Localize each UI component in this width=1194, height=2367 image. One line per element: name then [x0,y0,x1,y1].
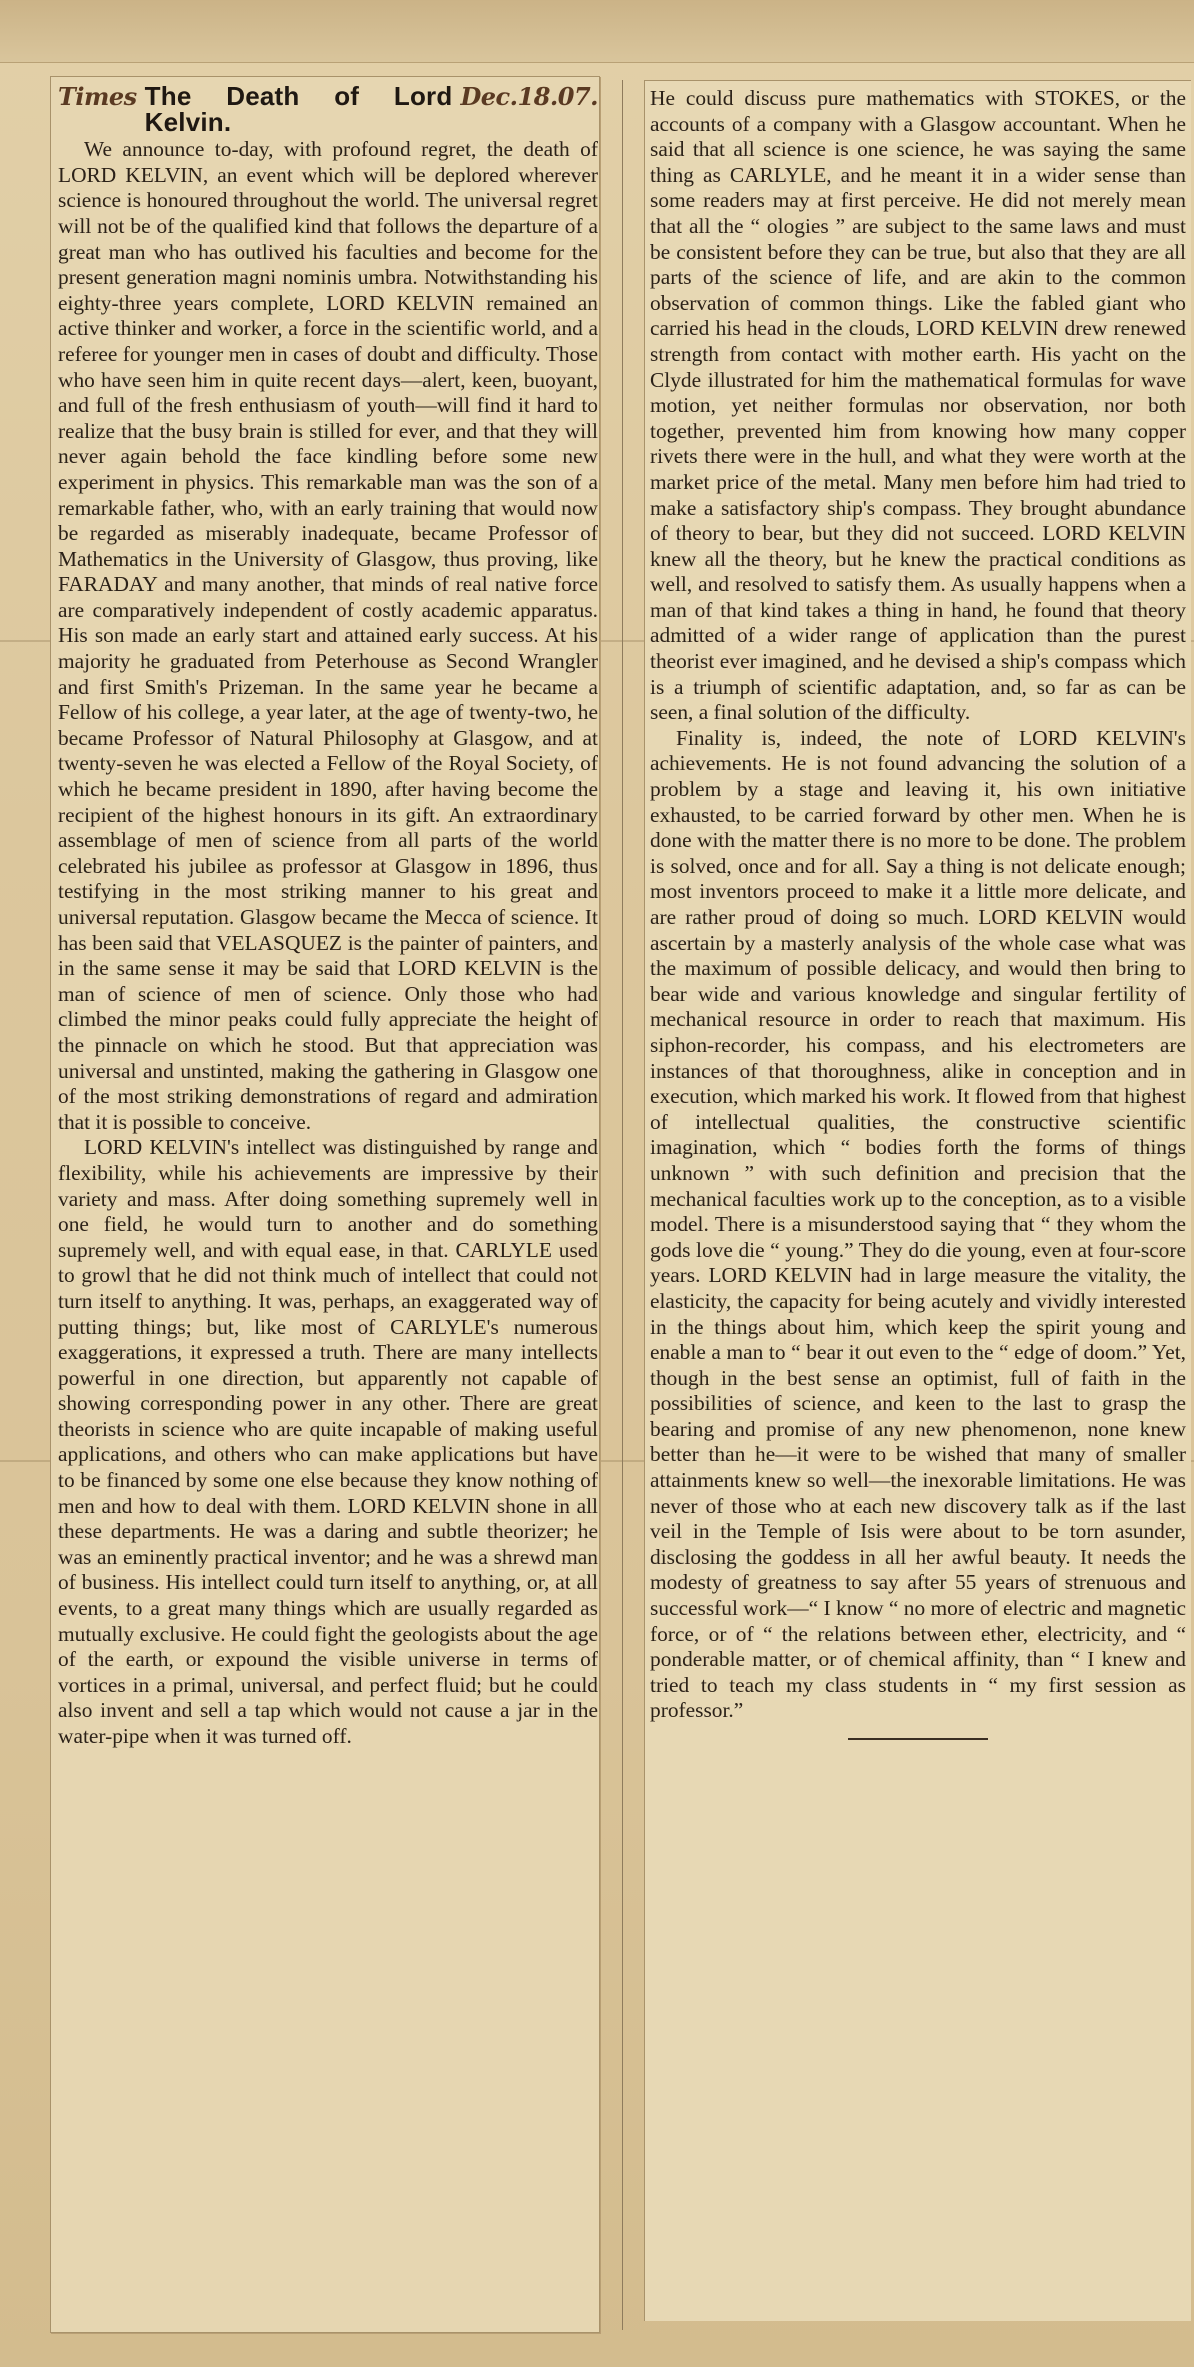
article-end-rule [848,1738,988,1740]
article-header [58,81,598,137]
paper-top-edge [0,0,1194,63]
handwritten-source: Times [58,82,137,111]
article-paragraph: LORD KELVIN's intellect was distinguished by range and flexibility, while his achievements are impressive by their variety and mass. After doing something supremely well in one field, he would turn to another and do something supremely well, and with equal ease, in that. CARLYLE used to growl that he did not think much of intellect that could not turn itself to anything. It was, perhaps, an exaggerated way of putting things; but, like most of CARLYLE's numerous exaggerations, it expressed a truth. There are many intellects powerful in one direction, but apparently not capable of showing corresponding power in any other. There are great theorists in science who are quite incapable of making useful applications, and others who can make applications but have to be financed by some one else because they know nothing of men and how to deal with them. LORD KELVIN shone in all these departments. He was a daring and subtle theorizer; he was an eminently practical inventor; and he was a shrewd man of business. His intellect could turn itself to anything, or, at all events, to a great many things which are usually regarded as mutually exclusive. He could fight the geologists about the age of the earth, or expound the visible universe in terms of vortices in a primal, universal, and perfect fluid; but he could also invent and sell a tap which would not cause a jar in the water-pipe when it was turned off. [58,1135,598,1748]
article-left-column [58,81,598,1750]
handwritten-date: Dec.18.07. [460,82,598,111]
article-paragraph: We announce to-day, with profound regret, the death of LORD KELVIN, an event which will be deplored wherever science is honoured throughout the world. The universal regret will not be of the qualified kind that follows the departure of a great man who has outlived his faculties and become for the present generation magni nominis umbra. Notwithstanding his eighty-three years complete, LORD KELVIN remained an active thinker and worker, a force in the scientific world, and a referee for younger men in cases of doubt and difficulty. Those who have seen him in quite recent days—alert, keen, buoyant, and full of the fresh enthusiasm of youth—will find it hard to realize that the busy brain is stilled for ever, and that they will never again behold the face kindling before some new experiment in physics. This remarkable man was the son of a remarkable father, who, with an early training that would now be regarded as miserably inadequate, became Professor of Mathematics in the University of Glasgow, thus proving, like FARADAY and many another, that minds of real native force are comparatively independent of costly academic apparatus. His son made an early start and attained early success. At his majority he graduated from Peterhouse as Second Wrangler and first Smith's Prizeman. In the same year he became a Fellow of his college, a year later, at the age of twenty-two, he became Professor of Natural Philosophy at Glasgow, and at twenty-seven he was elected a Fellow of the Royal Society, of which he became president in 1890, after having become the recipient of the highest honours in its gift. An extraordinary assemblage of men of science from all parts of the world celebrated his jubilee as professor at Glasgow in 1896, thus testifying in the most striking manner to his great and universal reputation. Glasgow became the Mecca of science. It has been said that VELASQUEZ is the painter of painters, and in the same sense it may be said that LORD KELVIN is the man of science of men of science. Only those who had climbed the minor peaks could fully appreciate the height of the pinnacle on which he stood. But that appreciation was universal and unstinted, making the gathering in Glasgow one of the most striking demonstrations of regard and admiration that it is possible to conceive. [58,137,598,1134]
article-headline: The Death of Lord Kelvin. [144,81,453,137]
column-divider [622,80,623,2330]
article-paragraph: He could discuss pure mathematics with STOKES, or the accounts of a company with a Glasgow accountant. When he said that all science is one science, he was saying the same thing as CARLYLE, and he meant it in a wider sense than some readers may at first perceive. He did not merely mean that all the “ ologies ” are subject to the same laws and must be consistent before they can be true, but also that they are all parts of the science of life, and are akin to the common observation of common things. Like the fabled giant who carried his head in the clouds, LORD KELVIN drew renewed strength from contact with mother earth. His yacht on the Clyde illustrated for him the mathematical formulas for wave motion, yet neither formulas nor observation, nor both together, prevented him from knowing how many copper rivets there were in the hull, and what they were worth at the market price of the metal. Many men before him had tried to make a satisfactory ship's compass. They brought abundance of theory to bear, but they did not succeed. LORD KELVIN knew all the theory, but he knew the practical conditions as well, and resolved to satisfy them. As usually happens when a man of that kind takes a thing in hand, he found that theory admitted of a wider range of application than the purest theorist ever imagined, and he devised a ship's compass which is a triumph of scientific adaptation, and, so far as can be seen, a final solution of the difficulty. [650,86,1186,725]
article-right-column [650,86,1186,1740]
article-paragraph: Finality is, indeed, the note of LORD KELVIN's achievements. He is not found advancing the solution of a problem by a stage and leaving it, his own initiative exhausted, to be carried forward by other men. When he is done with the matter there is no more to be done. The problem is solved, once and for all. Say a thing is not delicate enough; most inventors proceed to make it a little more delicate, and are rather proud of doing so much. LORD KELVIN would ascertain by a masterly analysis of the whole case what was the maximum of possible delicacy, and would then bring to bear wide and various knowledge and singular fertility of mechanical resource in order to reach that maximum. His siphon-recorder, his compass, and his electrometers are instances of that thoroughness, alike in conception and in execution, which marked his work. It flowed from that highest of intellectual qualities, the constructive scientific imagination, which “ bodies forth the forms of things unknown ” with such definition and precision that the mechanical faculties work up to the conception, as to a visible model. There is a misunderstood saying that “ they whom the gods love die “ young.” They do die young, even at four-score years. LORD KELVIN had in large measure the vitality, the elasticity, the capacity for being acutely and vividly interested in the things about him, which keep the spirit young and enable a man to “ bear it out even to the “ edge of doom.” Yet, though in the best sense an optimist, full of faith in the possibilities of science, and keen to the last to grasp the bearing and promise of any new phenomenon, none knew better than he—it were to be wished that many of smaller attainments knew so well—the inexorable limitations. He was never of those who at each new discovery talk as if the last veil in the Temple of Isis were about to be torn asunder, disclosing the goddess in all her awful beauty. It needs the modesty of greatness to say after 55 years of strenuous and successful work—“ I know “ no more of electric and magnetic force, or of “ the relations between ether, electricity, and “ ponderable matter, or of chemical affinity, than “ I knew and tried to teach my class students in “ my first session as professor.” [650,725,1186,1723]
